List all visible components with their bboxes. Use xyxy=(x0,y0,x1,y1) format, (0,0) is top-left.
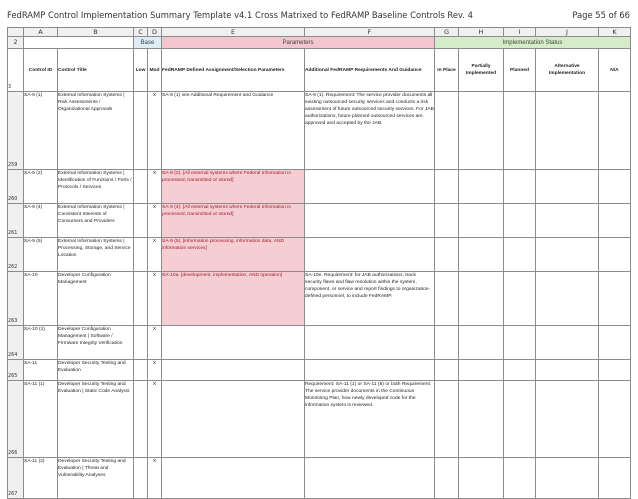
mod-cell[interactable]: X xyxy=(148,204,162,238)
header-low[interactable]: Low xyxy=(134,49,148,92)
column-letter-f[interactable]: F xyxy=(305,28,435,37)
row-number[interactable]: 263 xyxy=(8,272,24,326)
low-cell[interactable] xyxy=(134,381,148,458)
column-header-row xyxy=(8,49,631,92)
column-letter-e[interactable]: E xyxy=(162,28,305,37)
column-letter-d[interactable]: D xyxy=(148,28,162,37)
parameters-text: SA-10a. [development, implementation, AND operation] xyxy=(162,273,283,278)
na-cell[interactable] xyxy=(599,381,631,458)
partially-implemented-cell[interactable] xyxy=(459,360,504,381)
column-letter-c[interactable]: C xyxy=(134,28,148,37)
low-cell[interactable] xyxy=(134,272,148,326)
alternative-implementation-cell[interactable] xyxy=(536,170,599,204)
column-letter-g[interactable]: G xyxy=(435,28,459,37)
na-cell[interactable] xyxy=(599,326,631,360)
alternative-implementation-cell[interactable] xyxy=(536,238,599,272)
group-header-row xyxy=(8,37,631,49)
control-id-cell[interactable]: SA-9 (2) xyxy=(24,170,58,204)
planned-cell[interactable] xyxy=(504,238,536,272)
planned-cell[interactable] xyxy=(504,326,536,360)
column-letter-i[interactable]: I xyxy=(504,28,536,37)
guidance-cell[interactable] xyxy=(305,238,435,272)
guidance-cell[interactable] xyxy=(305,170,435,204)
alternative-implementation-cell[interactable] xyxy=(536,458,599,499)
mod-cell[interactable]: X xyxy=(148,458,162,499)
header-control-id[interactable]: Control ID xyxy=(24,49,58,92)
header-na[interactable]: N/A xyxy=(599,49,631,92)
guidance-cell[interactable]: Requirement: SA-11 (1) or SA-11 (8) or both Requirement: The service provider documents in the Continuous Monitoring Plan, how newly developed code for the information system is reviewed. xyxy=(305,381,435,458)
alternative-implementation-cell[interactable] xyxy=(536,326,599,360)
planned-cell[interactable] xyxy=(504,170,536,204)
na-cell[interactable] xyxy=(599,272,631,326)
na-cell[interactable] xyxy=(599,92,631,170)
in-place-cell[interactable] xyxy=(435,204,459,238)
parameters-cell[interactable] xyxy=(162,92,305,170)
in-place-cell[interactable] xyxy=(435,458,459,499)
control-title-cell[interactable]: Developer Configuration Management xyxy=(58,272,134,326)
planned-cell[interactable] xyxy=(504,381,536,458)
control-title-cell[interactable]: Developer Configuration Management | Software / Firmware Integrity Verification xyxy=(58,326,134,360)
control-id-cell[interactable]: SA-9 (5) xyxy=(24,238,58,272)
parameters-text: SA-9 (1) see Additional Requirement and Guidance xyxy=(162,93,274,98)
low-cell[interactable] xyxy=(134,238,148,272)
column-letter-j[interactable]: J xyxy=(536,28,599,37)
control-title-cell[interactable]: External Information Systems | Processing, Storage, and Service Location xyxy=(58,238,134,272)
alternative-implementation-cell[interactable] xyxy=(536,92,599,170)
na-cell[interactable] xyxy=(599,204,631,238)
column-letter-a[interactable]: A xyxy=(24,28,58,37)
parameters-text: SA-9 (4). [All external systems where Federal information is processed, transmitted or stored] xyxy=(162,205,291,217)
group-base[interactable]: Base xyxy=(134,37,162,49)
control-title-cell[interactable]: External Information Systems | Risk Assessments / Organizational Approvals xyxy=(58,92,134,170)
partially-implemented-cell[interactable] xyxy=(459,204,504,238)
in-place-cell[interactable] xyxy=(435,238,459,272)
planned-cell[interactable] xyxy=(504,458,536,499)
control-title-cell[interactable]: Developer Security Testing and Evaluation xyxy=(58,360,134,381)
group-implementation-status[interactable]: Implementation Status xyxy=(435,37,631,49)
table-row xyxy=(8,170,631,204)
control-id-cell[interactable]: SA-10 (1) xyxy=(24,326,58,360)
table-row xyxy=(8,326,631,360)
partially-implemented-cell[interactable] xyxy=(459,272,504,326)
control-id-cell[interactable]: SA-11 (1) xyxy=(24,381,58,458)
na-cell[interactable] xyxy=(599,170,631,204)
row-number[interactable]: 264 xyxy=(8,326,24,360)
guidance-cell[interactable]: SA-9 (1). Requirement: The service provider documents all existing outsourced security services and conducts a risk assessment of future outsourced security services. For JAB authorizations, future planned outsourced services are approved and accepted by the JAB. xyxy=(305,92,435,170)
header-defined-assignment[interactable]: FedRAMP Defined Assignment/Selection Parameters xyxy=(162,49,305,92)
partially-implemented-cell[interactable] xyxy=(459,326,504,360)
parameters-cell[interactable] xyxy=(162,458,305,499)
parameters-text: SA-9 (5). [information processing, information data, AND information services] xyxy=(162,239,285,251)
control-matrix-table xyxy=(7,27,631,499)
low-cell[interactable] xyxy=(134,458,148,499)
alternative-implementation-cell[interactable] xyxy=(536,272,599,326)
header-control-title[interactable]: Control Title xyxy=(58,49,134,92)
in-place-cell[interactable] xyxy=(435,92,459,170)
table-row xyxy=(8,238,631,272)
control-title-cell[interactable]: External Information Systems | Identification of Functions / Ports / Protocols / Services xyxy=(58,170,134,204)
planned-cell[interactable] xyxy=(504,204,536,238)
table-row xyxy=(8,458,631,499)
na-cell[interactable] xyxy=(599,458,631,499)
header-mod[interactable]: Mod xyxy=(148,49,162,92)
parameters-cell[interactable] xyxy=(162,381,305,458)
row-number[interactable]: 260 xyxy=(8,170,24,204)
partially-implemented-cell[interactable] xyxy=(459,170,504,204)
page-header xyxy=(0,0,638,27)
row-number[interactable]: 265 xyxy=(8,360,24,381)
in-place-cell[interactable] xyxy=(435,272,459,326)
guidance-cell[interactable] xyxy=(305,326,435,360)
column-letter-row xyxy=(8,28,631,37)
row-number[interactable]: 259 xyxy=(8,92,24,170)
header-alternative-implementation[interactable]: Alternative Implementation xyxy=(536,49,599,92)
column-letter-h[interactable]: H xyxy=(459,28,504,37)
row-number[interactable]: 266 xyxy=(8,381,24,458)
partially-implemented-cell[interactable] xyxy=(459,458,504,499)
control-title-cell[interactable]: Developer Security Testing and Evaluation | Threat and Vulnerability Analyses xyxy=(58,458,134,499)
table-row xyxy=(8,360,631,381)
table-row xyxy=(8,204,631,238)
header-partially-implemented[interactable]: Partially Implemented xyxy=(459,49,504,92)
parameters-cell[interactable] xyxy=(162,170,305,204)
alternative-implementation-cell[interactable] xyxy=(536,381,599,458)
parameters-cell[interactable] xyxy=(162,204,305,238)
planned-cell[interactable] xyxy=(504,272,536,326)
column-letter-b[interactable]: B xyxy=(58,28,134,37)
group-parameters[interactable]: Parameters xyxy=(162,37,435,49)
low-cell[interactable] xyxy=(134,326,148,360)
control-id-cell[interactable]: SA-9 (1) xyxy=(24,92,58,170)
parameters-cell[interactable] xyxy=(162,326,305,360)
low-cell[interactable] xyxy=(134,170,148,204)
mod-cell[interactable]: X xyxy=(148,92,162,170)
guidance-cell[interactable] xyxy=(305,458,435,499)
header-planned[interactable]: Planned xyxy=(504,49,536,92)
na-cell[interactable] xyxy=(599,238,631,272)
column-letter-k[interactable]: K xyxy=(599,28,631,37)
in-place-cell[interactable] xyxy=(435,326,459,360)
in-place-cell[interactable] xyxy=(435,170,459,204)
in-place-cell[interactable] xyxy=(435,381,459,458)
parameters-cell[interactable] xyxy=(162,360,305,381)
table-row xyxy=(8,381,631,458)
mod-cell[interactable]: X xyxy=(148,170,162,204)
row-number[interactable]: 267 xyxy=(8,458,24,499)
row-number[interactable]: 3 xyxy=(8,49,24,92)
row-number[interactable]: 261 xyxy=(8,204,24,238)
table-row xyxy=(8,272,631,326)
parameters-cell[interactable] xyxy=(162,238,305,272)
control-title-cell[interactable]: External Information Systems | Consistent Interests of Consumers and Providers xyxy=(58,204,134,238)
parameters-cell[interactable] xyxy=(162,272,305,326)
control-id-cell[interactable]: SA-10 xyxy=(24,272,58,326)
partially-implemented-cell[interactable] xyxy=(459,92,504,170)
mod-cell[interactable]: X xyxy=(148,238,162,272)
table-row xyxy=(8,92,631,170)
parameters-text: SA-9 (2). [All external systems where Federal information is processed, transmitted or stored] xyxy=(162,171,291,183)
control-title-cell[interactable]: Developer Security Testing and Evaluation | Static Code Analysis xyxy=(58,381,134,458)
in-place-cell[interactable] xyxy=(435,360,459,381)
partially-implemented-cell[interactable] xyxy=(459,381,504,458)
low-cell[interactable] xyxy=(134,360,148,381)
alternative-implementation-cell[interactable] xyxy=(536,360,599,381)
guidance-cell[interactable] xyxy=(305,360,435,381)
mod-cell[interactable]: X xyxy=(148,360,162,381)
partially-implemented-cell[interactable] xyxy=(459,238,504,272)
na-cell[interactable] xyxy=(599,360,631,381)
corner-cell[interactable] xyxy=(8,28,24,37)
row-number[interactable]: 2 xyxy=(8,37,24,49)
planned-cell[interactable] xyxy=(504,360,536,381)
row-number[interactable]: 262 xyxy=(8,238,24,272)
mod-cell[interactable]: X xyxy=(148,272,162,326)
control-id-cell[interactable]: SA-11 (2) xyxy=(24,458,58,499)
guidance-cell[interactable] xyxy=(305,204,435,238)
document-title: FedRAMP Control Implementation Summary Template v4.1 Cross Matrixed to FedRAMP Baseline Controls Rev. 4 xyxy=(7,10,473,20)
mod-cell[interactable]: X xyxy=(148,326,162,360)
header-in-place[interactable]: In Place xyxy=(435,49,459,92)
guidance-cell[interactable]: SA-10e. Requirement: for JAB authorizations, track security flaws and flaw resolution within the system, component, or service and report findings to organization-defined personnel, to include FedRAMP. xyxy=(305,272,435,326)
low-cell[interactable] xyxy=(134,204,148,238)
header-additional-requirements[interactable]: Additional FedRAMP Requirements And Guidance xyxy=(305,49,435,92)
control-id-cell[interactable]: SA-9 (4) xyxy=(24,204,58,238)
mod-cell[interactable]: X xyxy=(148,381,162,458)
page-number: Page 55 of 66 xyxy=(572,10,630,20)
group-blank-cell[interactable] xyxy=(24,37,134,49)
control-id-cell[interactable]: SA-11 xyxy=(24,360,58,381)
alternative-implementation-cell[interactable] xyxy=(536,204,599,238)
low-cell[interactable] xyxy=(134,92,148,170)
planned-cell[interactable] xyxy=(504,92,536,170)
